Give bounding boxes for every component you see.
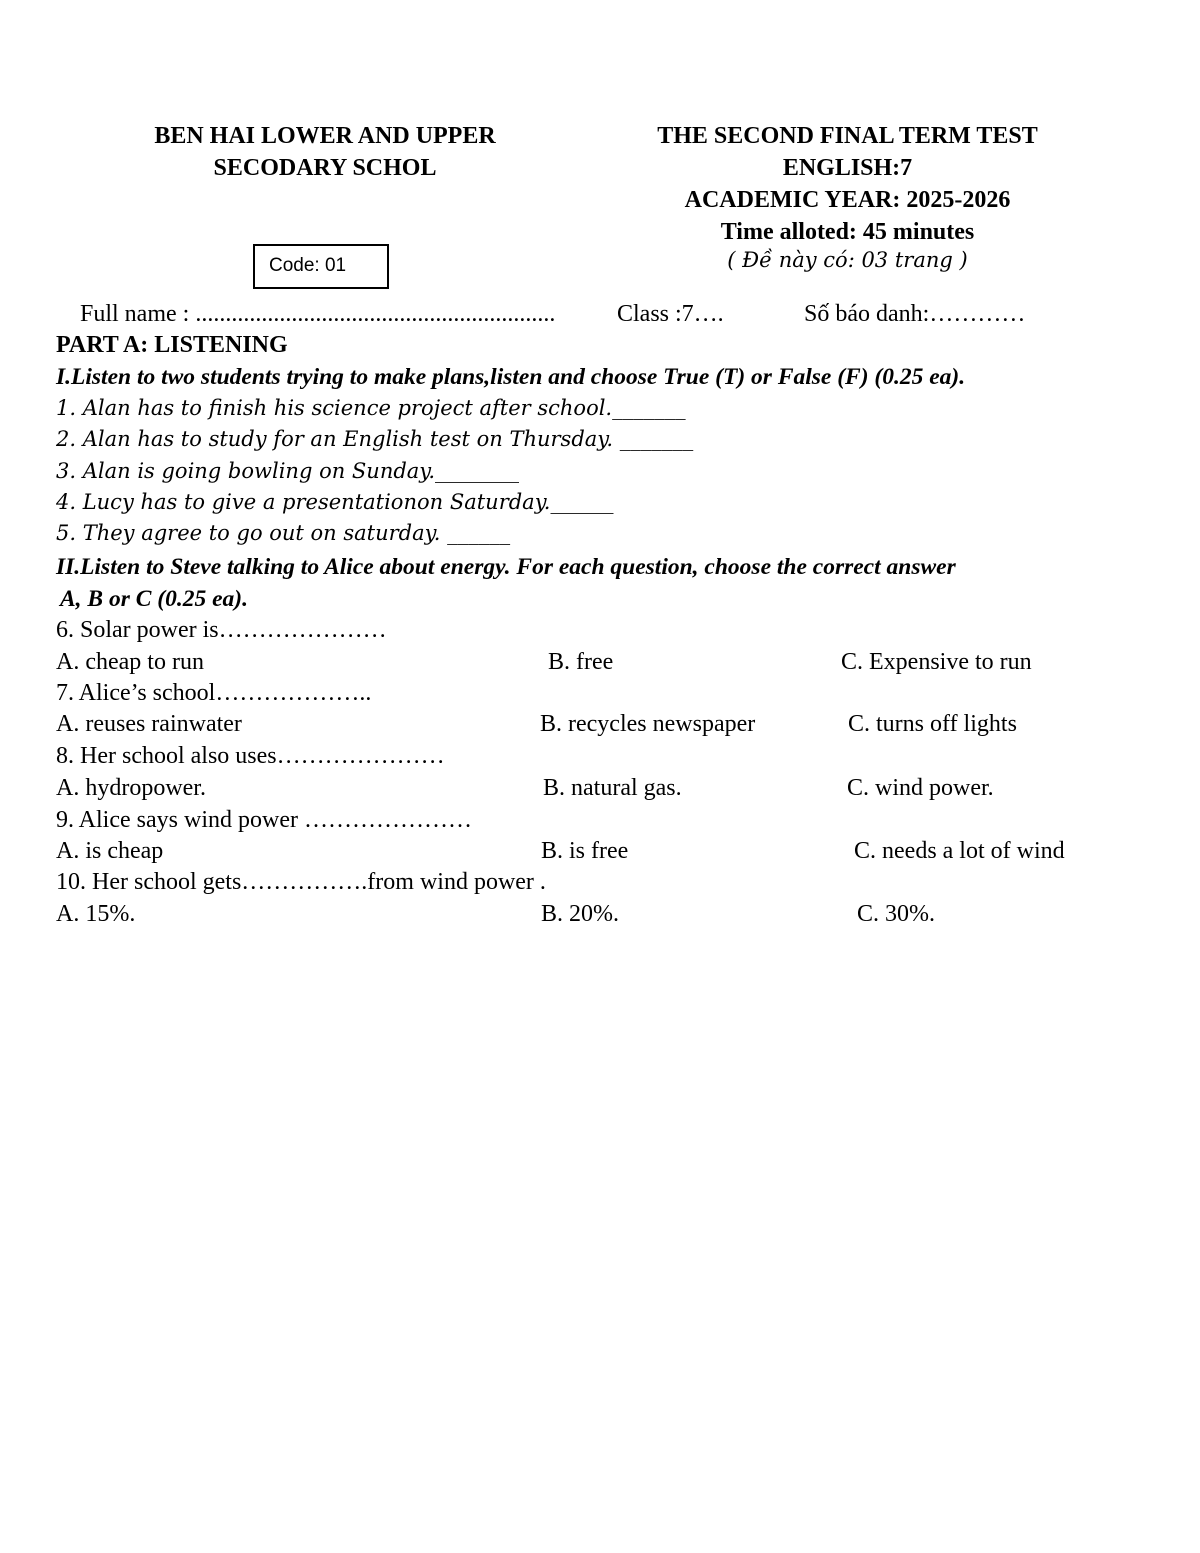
q9-option-b[interactable]: B. is free	[541, 838, 629, 864]
q6-option-a[interactable]: A. cheap to run	[56, 649, 204, 675]
q7-option-a[interactable]: A. reuses rainwater	[56, 711, 242, 737]
test-title: THE SECOND FINAL TERM TEST	[657, 123, 1038, 149]
school-name-line1: BEN HAI LOWER AND UPPER	[154, 123, 496, 149]
school-name-line2: SECODARY SCHOL	[213, 155, 437, 181]
class-field[interactable]: Class :7….	[617, 301, 724, 327]
q9-option-c[interactable]: C. needs a lot of wind	[854, 838, 1065, 864]
section1-instruction: I.Listen to two students trying to make plans,listen and choose True (T) or False (F) (0.25 ea).	[56, 364, 966, 390]
question-9: 9. Alice says wind power …………………	[56, 807, 472, 833]
q7-option-b[interactable]: B. recycles newspaper	[540, 711, 756, 737]
pages-note: ( Đề này có: 03 trang )	[727, 248, 968, 272]
q10-option-a[interactable]: A. 15%.	[56, 901, 136, 927]
time-allotted: Time alloted: 45 minutes	[720, 219, 975, 245]
question-8: 8. Her school also uses…………………	[56, 743, 445, 769]
q6-option-c[interactable]: C. Expensive to run	[841, 649, 1032, 675]
q8-option-b[interactable]: B. natural gas.	[543, 775, 682, 801]
candidate-number-field[interactable]: Số báo danh:…………	[804, 301, 1026, 327]
code-box	[253, 244, 389, 289]
question-10: 10. Her school gets…………….from wind power .	[56, 869, 546, 895]
subject: ENGLISH:7	[782, 155, 913, 181]
tf-item-4: 4. Lucy has to give a presentationon Saturday.______	[56, 490, 614, 514]
part-a-title: PART A: LISTENING	[56, 332, 288, 358]
question-6: 6. Solar power is…………………	[56, 617, 387, 643]
q6-option-b[interactable]: B. free	[548, 649, 614, 675]
academic-year: ACADEMIC YEAR: 2025-2026	[684, 187, 1011, 213]
q8-option-a[interactable]: A. hydropower.	[56, 775, 206, 801]
q10-option-b[interactable]: B. 20%.	[541, 901, 619, 927]
q10-option-c[interactable]: C. 30%.	[857, 901, 935, 927]
code-label: Code: 01	[269, 255, 347, 276]
test-info	[600, 120, 1095, 248]
tf-item-3: 3. Alan is going bowling on Sunday.________	[56, 459, 520, 483]
section2-instruction-line2: A, B or C (0.25 ea).	[60, 586, 248, 612]
q8-option-c[interactable]: C. wind power.	[847, 775, 994, 801]
q9-option-a[interactable]: A. is cheap	[56, 838, 164, 864]
school-name	[90, 120, 560, 184]
tf-item-5: 5. They agree to go out on saturday. ______	[56, 521, 511, 545]
question-7: 7. Alice’s school………………..	[56, 680, 372, 706]
section2-instruction-line1: II.Listen to Steve talking to Alice about energy. For each question, choose the correct answer	[56, 554, 956, 580]
tf-item-2: 2. Alan has to study for an English test on Thursday. _______	[56, 427, 694, 451]
q7-option-c[interactable]: C. turns off lights	[848, 711, 1017, 737]
tf-item-1: 1. Alan has to finish his science project after school._______	[56, 396, 686, 420]
full-name-field[interactable]: Full name : ............................................................	[80, 301, 556, 327]
